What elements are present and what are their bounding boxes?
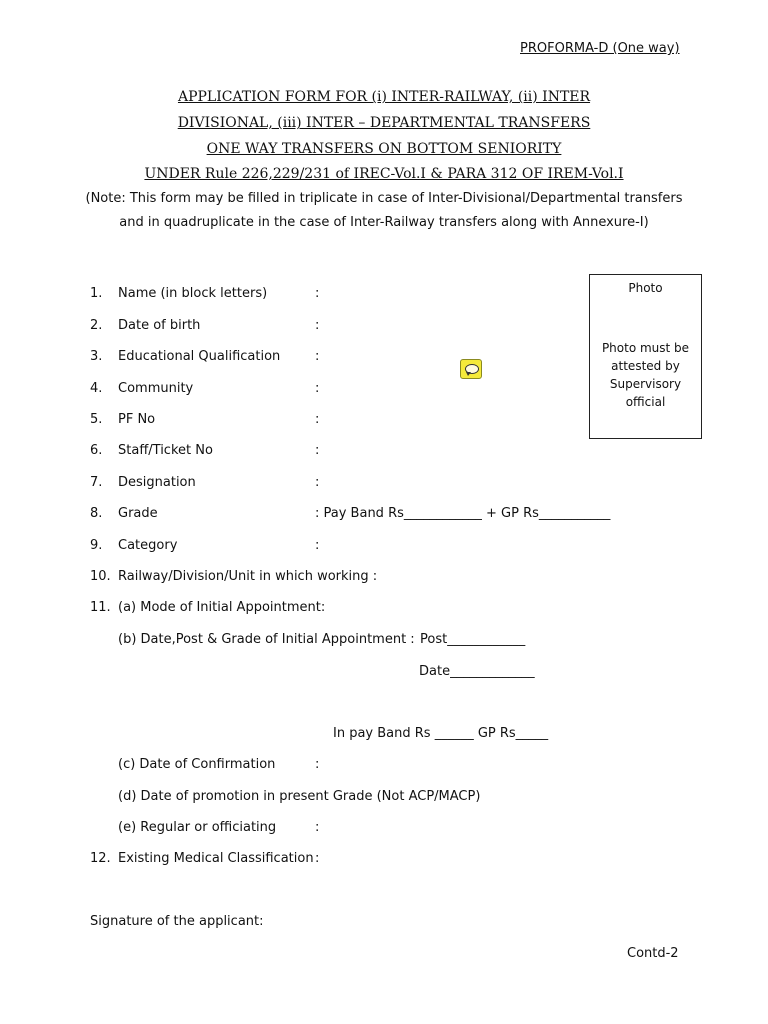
field-label-designation: Designation	[118, 475, 196, 490]
post-blank: Post____________	[420, 632, 526, 647]
field-colon: :	[315, 820, 320, 835]
field-label-date-of-confirmation: (c) Date of Confirmation	[118, 757, 276, 772]
field-number: 12.	[90, 851, 111, 866]
field-label-category: Category	[118, 538, 178, 553]
field-colon: :	[315, 381, 320, 396]
field-label-medical-classification: Existing Medical Classification	[118, 851, 314, 866]
signature-label: Signature of the applicant:	[90, 914, 264, 929]
field-label-community: Community	[118, 381, 194, 396]
field-colon: :	[315, 851, 320, 866]
field-colon: :	[315, 349, 320, 364]
field-label-pf-no: PF No	[118, 412, 156, 427]
field-number: 7.	[90, 475, 103, 490]
pay-band-blank: In pay Band Rs ______ GP Rs_____	[333, 726, 549, 741]
comment-bubble-icon[interactable]	[460, 359, 482, 379]
note-line-2: and in quadruplicate in the case of Inter-Railway transfers along with Annexure-I)	[119, 215, 649, 230]
field-colon: :	[315, 475, 320, 490]
field-grade-pay-band: : Pay Band Rs____________ + GP Rs___________	[315, 506, 611, 521]
field-number: 10.	[90, 569, 111, 584]
field-label-name: Name (in block letters)	[118, 286, 268, 301]
form-title-line-1: APPLICATION FORM FOR (i) INTER-RAILWAY, (ii) INTER	[177, 89, 591, 105]
photo-box	[589, 274, 702, 439]
field-number: 5.	[90, 412, 103, 427]
field-label-date-of-birth: Date of birth	[118, 318, 201, 333]
photo-attestation-note: Photo must be attested by Supervisory official	[601, 341, 690, 409]
field-colon: :	[315, 318, 320, 333]
field-colon: :	[315, 412, 320, 427]
field-colon: :	[315, 757, 320, 772]
photo-title: Photo	[628, 281, 663, 295]
field-label-regular-officiating: (e) Regular or officiating	[118, 820, 277, 835]
field-colon: :	[315, 443, 320, 458]
field-colon: :	[315, 538, 320, 553]
field-label-date-of-promotion: (d) Date of promotion in present Grade (Not ACP/MACP)	[118, 789, 481, 804]
field-label-initial-appointment: (b) Date,Post & Grade of Initial Appointment :	[118, 632, 415, 647]
date-blank: Date_____________	[419, 664, 535, 679]
field-number: 4.	[90, 381, 103, 396]
form-title-line-4: UNDER Rule 226,229/231 of IREC-Vol.I & PARA 312 OF IREM-Vol.I	[144, 166, 624, 182]
field-label-mode-of-appointment: (a) Mode of Initial Appointment:	[118, 600, 326, 615]
field-number: 11.	[90, 600, 111, 615]
continued-label: Contd-2	[627, 946, 679, 961]
field-label-grade: Grade	[118, 506, 158, 521]
field-label-staff-ticket-no: Staff/Ticket No	[118, 443, 213, 458]
field-label-railway-division-unit: Railway/Division/Unit in which working :	[118, 569, 378, 584]
field-number: 1.	[90, 286, 103, 301]
note-line-1: (Note: This form may be filled in triplicate in case of Inter-Divisional/Departmental transfers	[85, 191, 683, 206]
field-number: 8.	[90, 506, 103, 521]
form-title-line-2: DIVISIONAL, (iii) INTER – DEPARTMENTAL TRANSFERS	[177, 115, 591, 131]
field-number: 3.	[90, 349, 103, 364]
field-label-education: Educational Qualification	[118, 349, 281, 364]
field-number: 2.	[90, 318, 103, 333]
field-number: 9.	[90, 538, 103, 553]
field-colon: :	[315, 286, 320, 301]
field-number: 6.	[90, 443, 103, 458]
proforma-label: PROFORMA-D (One way)	[520, 41, 680, 56]
form-title-line-3: ONE WAY TRANSFERS ON BOTTOM SENIORITY	[206, 141, 562, 157]
